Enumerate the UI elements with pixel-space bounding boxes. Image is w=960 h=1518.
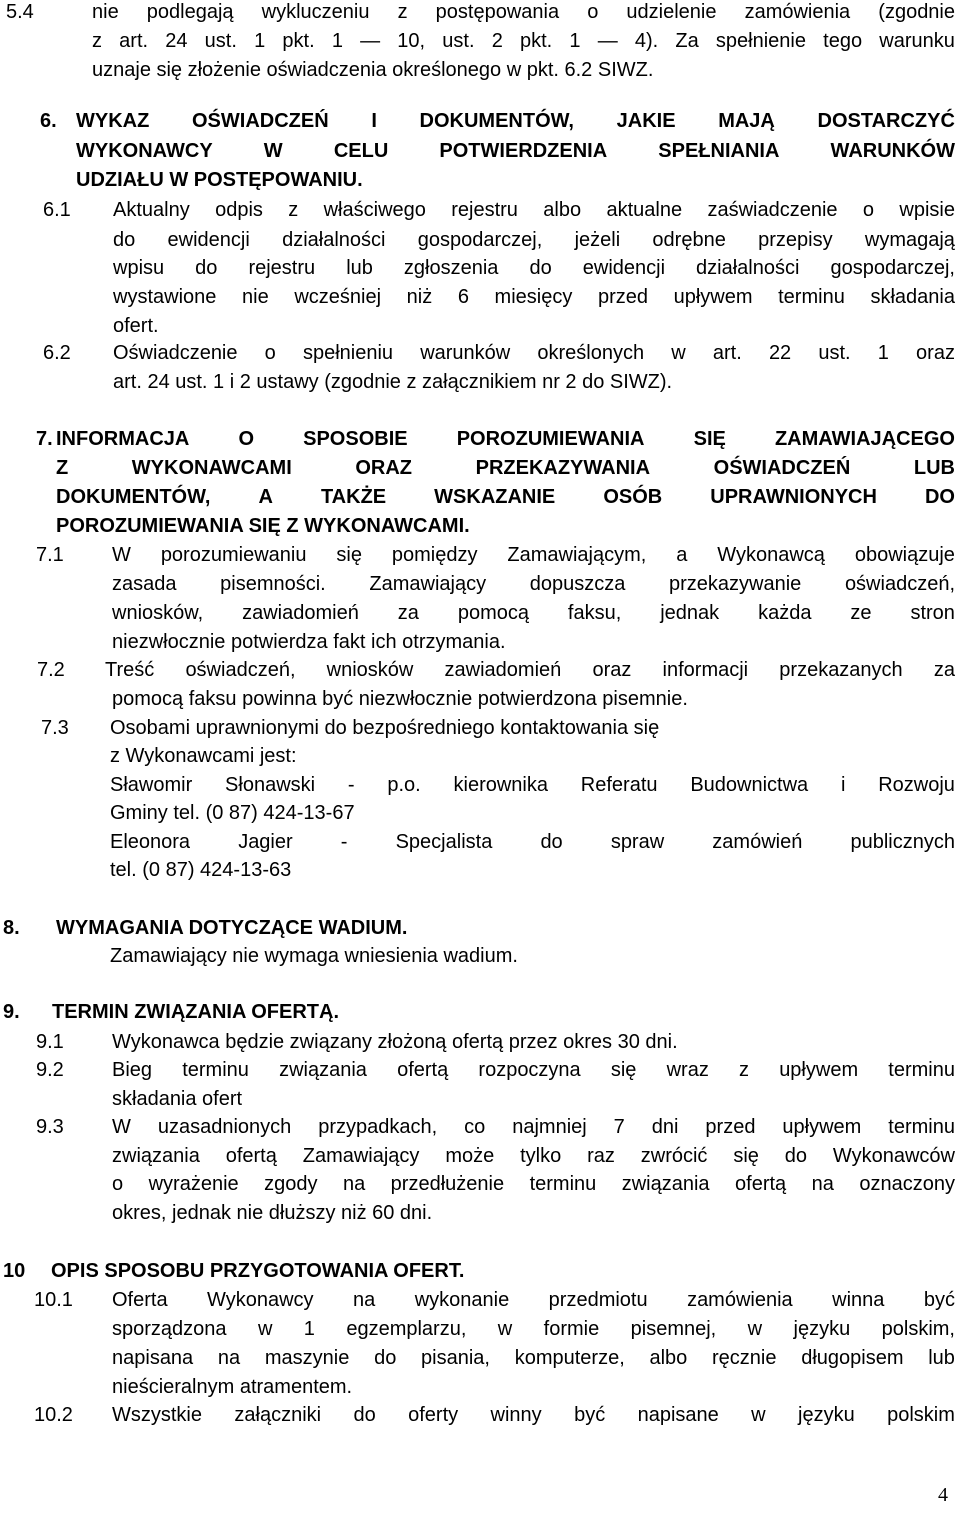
paragraph-line: nie podlegają wykluczeniu z postępowania o udzielenie zamówienia (zgodnie	[92, 1, 955, 23]
paragraph-line: uznaje się złożenie oświadczenia określonego w pkt. 6.2 SIWZ.	[92, 59, 654, 81]
paragraph-line: składania ofert	[112, 1088, 243, 1110]
section-number: 5.4	[6, 1, 34, 23]
section-heading-line: TERMIN ZWIĄZANIA OFERTĄ.	[52, 1001, 340, 1023]
section-heading-line: OPIS SPOSOBU PRZYGOTOWANIA OFERT.	[51, 1260, 465, 1282]
paragraph-line: Sławomir Słonawski - p.o. kierownika Referatu Budownictwa i Rozwoju	[110, 774, 955, 796]
paragraph-line: Oferta Wykonawcy na wykonanie przedmiotu zamówienia winna być	[112, 1289, 955, 1311]
paragraph-line: z Wykonawcami jest:	[110, 745, 297, 767]
paragraph-line: zasada pisemności. Zamawiający dopuszcza przekazywanie oświadczeń,	[112, 573, 955, 595]
section-number: 6.1	[43, 199, 71, 221]
section-heading-line: UDZIAŁU W POSTĘPOWANIU.	[76, 169, 363, 191]
section-number: 7.1	[36, 544, 64, 566]
section-number: 9.	[3, 1001, 20, 1023]
page-number: 4	[938, 1484, 948, 1506]
paragraph-line: sporządzona w 1 egzemplarzu, w formie pisemnej, w języku polskim,	[112, 1318, 955, 1340]
paragraph-line: z art. 24 ust. 1 pkt. 1 — 10, ust. 2 pkt. 1 — 4). Za spełnienie tego warunku	[92, 30, 955, 52]
section-number: 9.2	[36, 1059, 64, 1081]
section-heading-line: INFORMACJA O SPOSOBIE POROZUMIEWANIA SIĘ ZAMAWIAJĄCEGO	[56, 428, 955, 450]
section-number: 10.2	[34, 1404, 73, 1426]
section-heading-line: DOKUMENTÓW, A TAKŻE WSKAZANIE OSÓB UPRAWNIONYCH DO	[56, 486, 955, 508]
paragraph-line: tel. (0 87) 424-13-63	[110, 859, 292, 881]
paragraph-line: Eleonora Jagier - Specjalista do spraw zamówień publicznych	[110, 831, 955, 853]
paragraph-line: W uzasadnionych przypadkach, co najmniej 7 dni przed upływem terminu	[112, 1116, 955, 1138]
paragraph-line: W porozumiewaniu się pomiędzy Zamawiającym, a Wykonawcą obowiązuje	[112, 544, 955, 566]
paragraph-line: Wszystkie załączniki do oferty winny być napisane w języku polskim	[112, 1404, 955, 1426]
paragraph-line: Zamawiający nie wymaga wniesienia wadium.	[110, 945, 518, 967]
section-heading-line: POROZUMIEWANIA SIĘ Z WYKONAWCAMI.	[56, 515, 470, 537]
paragraph-line: Osobami uprawnionymi do bezpośredniego kontaktowania się	[110, 717, 660, 739]
section-number: 8.	[3, 917, 20, 939]
paragraph-line: okres, jednak nie dłuższy niż 60 dni.	[112, 1202, 433, 1224]
section-heading-line: WYKONAWCY W CELU POTWIERDZENIA SPEŁNIANIA WARUNKÓW	[76, 140, 955, 162]
paragraph-line: związania ofertą Zamawiający może tylko raz zwrócić się do Wykonawców	[112, 1145, 955, 1167]
section-number: 7.2	[37, 659, 65, 681]
paragraph-line: nieścieralnym atramentem.	[112, 1376, 353, 1398]
section-number: 10.1	[34, 1289, 73, 1311]
paragraph-line: ofert.	[113, 315, 159, 337]
paragraph-line: Oświadczenie o spełnieniu warunków określonych w art. 22 ust. 1 oraz	[113, 342, 955, 364]
paragraph-line: Gminy tel. (0 87) 424-13-67	[110, 802, 355, 824]
section-heading-line: WYMAGANIA DOTYCZĄCE WADIUM.	[56, 917, 408, 939]
paragraph-line: wpisu do rejestru lub zgłoszenia do ewidencji działalności gospodarczej,	[113, 257, 955, 279]
paragraph-line: niezwłocznie potwierdza fakt ich otrzymania.	[112, 631, 506, 653]
paragraph-line: o wyrażenie zgody na przedłużenie terminu związania ofertą na oznaczony	[112, 1173, 955, 1195]
paragraph-line: napisana na maszynie do pisania, komputerze, albo ręcznie długopisem lub	[112, 1347, 955, 1369]
section-number: 6.2	[43, 342, 71, 364]
paragraph-line: Aktualny odpis z właściwego rejestru albo aktualne zaświadczenie o wpisie	[113, 199, 955, 221]
section-number: 7.3	[41, 717, 69, 739]
section-heading-line: WYKAZ OŚWIADCZEŃ I DOKUMENTÓW, JAKIE MAJĄ DOSTARCZYĆ	[76, 110, 955, 132]
paragraph-line: wniosków, zawiadomień za pomocą faksu, jednak każda ze stron	[112, 602, 955, 624]
section-number: 10	[3, 1260, 26, 1282]
paragraph-line: pomocą faksu powinna być niezwłocznie potwierdzona pisemnie.	[112, 688, 688, 710]
section-number: 7.	[36, 428, 53, 450]
section-number: 9.3	[36, 1116, 64, 1138]
paragraph-line: do ewidencji działalności gospodarczej, jeżeli odrębne przepisy wymagają	[113, 229, 955, 251]
section-heading-line: Z WYKONAWCAMI ORAZ PRZEKAZYWANIA OŚWIADCZEŃ LUB	[56, 457, 955, 479]
paragraph-line: Wykonawca będzie związany złożoną ofertą przez okres 30 dni.	[112, 1031, 678, 1053]
paragraph-line: Treść oświadczeń, wniosków zawiadomień oraz informacji przekazanych za	[105, 659, 955, 681]
section-number: 9.1	[36, 1031, 64, 1053]
paragraph-line: art. 24 ust. 1 i 2 ustawy (zgodnie z załącznikiem nr 2 do SIWZ).	[113, 371, 673, 393]
paragraph-line: wystawione nie wcześniej niż 6 miesięcy przed upływem terminu składania	[113, 286, 955, 308]
section-number: 6.	[40, 110, 57, 132]
paragraph-line: Bieg terminu związania ofertą rozpoczyna się wraz z upływem terminu	[112, 1059, 955, 1081]
